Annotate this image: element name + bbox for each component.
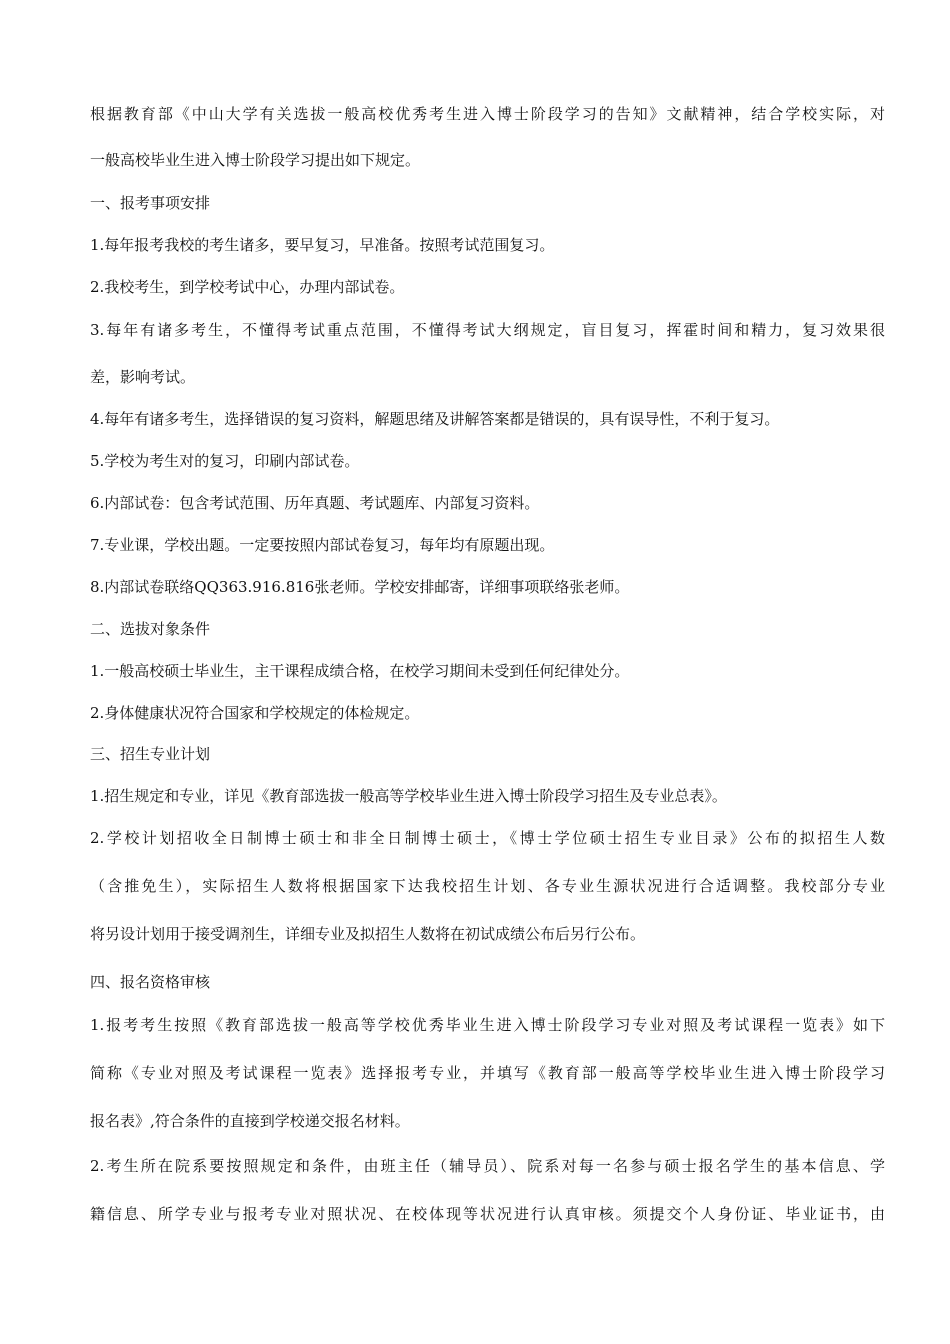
list-item: 7.专业课，学校出题。一定要按照内部试卷复习，每年均有原题出现。 <box>90 536 555 554</box>
list-item-continuation: （含推免生），实际招生人数将根据国家下达我校招生计划、各专业生源状况进行合适调整。我校部分专业 <box>90 877 885 895</box>
section-heading: 二、选拔对象条件 <box>90 620 211 638</box>
paragraph-line: 一般高校毕业生进入博士阶段学习提出如下规定。 <box>90 151 421 169</box>
list-item: 1.一般高校硕士毕业生，主干课程成绩合格，在校学习期间未受到任何纪律处分。 <box>90 662 630 680</box>
list-item: 5.学校为考生对的复习，印刷内部试卷。 <box>90 452 360 470</box>
list-item: 8.内部试卷联络QQ363.916.816张老师。学校安排邮寄，详细事项联络张老师。 <box>90 578 630 596</box>
list-item: 4.每年有诸多考生，选择错误的复习资料，解题思绪及讲解答案都是错误的，具有误导性，不利于复习。 <box>90 410 780 428</box>
list-item: 1.每年报考我校的考生诸多，要早复习，早准备。按照考试范围复习。 <box>90 236 555 254</box>
list-item: 2.我校考生，到学校考试中心，办理内部试卷。 <box>90 278 405 296</box>
list-item: 2.考生所在院系要按照规定和条件，由班主任（辅导员）、院系对每一名参与硕士报名学生的基本信息、学 <box>90 1157 885 1175</box>
section-heading: 一、报考事项安排 <box>90 194 211 212</box>
list-item: 1.报考考生按照《教育部选拔一般高等学校优秀毕业生进入博士阶段学习专业对照及考试课程一览表》如下 <box>90 1016 885 1034</box>
list-item: 2.学校计划招收全日制博士硕士和非全日制博士硕士，《博士学位硕士招生专业目录》公布的拟招生人数 <box>90 829 885 847</box>
list-item-continuation: 简称《专业对照及考试课程一览表》选择报考专业，并填写《教育部一般高等学校毕业生进入博士阶段学习 <box>90 1064 885 1082</box>
list-item: 2.身体健康状况符合国家和学校规定的体检规定。 <box>90 704 420 722</box>
list-item-continuation: 将另设计划用于接受调剂生，详细专业及拟招生人数将在初试成绩公布后另行公布。 <box>90 925 646 943</box>
list-item: 1.招生规定和专业，详见《教育部选拔一般高等学校毕业生进入博士阶段学习招生及专业总表》。 <box>90 787 727 805</box>
list-item: 3.每年有诸多考生，不懂得考试重点范围，不懂得考试大纲规定，盲目复习，挥霍时间和精力，复习效果很 <box>90 321 885 339</box>
section-heading: 三、招生专业计划 <box>90 745 211 763</box>
list-item-continuation: 报名表》,符合条件的直接到学校递交报名材料。 <box>90 1112 410 1130</box>
list-item: 6.内部试卷：包含考试范围、历年真题、考试题库、内部复习资料。 <box>90 494 540 512</box>
list-item-continuation: 差，影响考试。 <box>90 368 196 386</box>
paragraph-line: 根据教育部《中山大学有关选拔一般高校优秀考生进入博士阶段学习的告知》文献精神，结合学校实际，对 <box>90 105 885 123</box>
list-item-continuation: 籍信息、所学专业与报考专业对照状况、在校体现等状况进行认真审核。须提交个人身份证、毕业证书，由 <box>90 1205 885 1223</box>
section-heading: 四、报名资格审核 <box>90 973 211 991</box>
